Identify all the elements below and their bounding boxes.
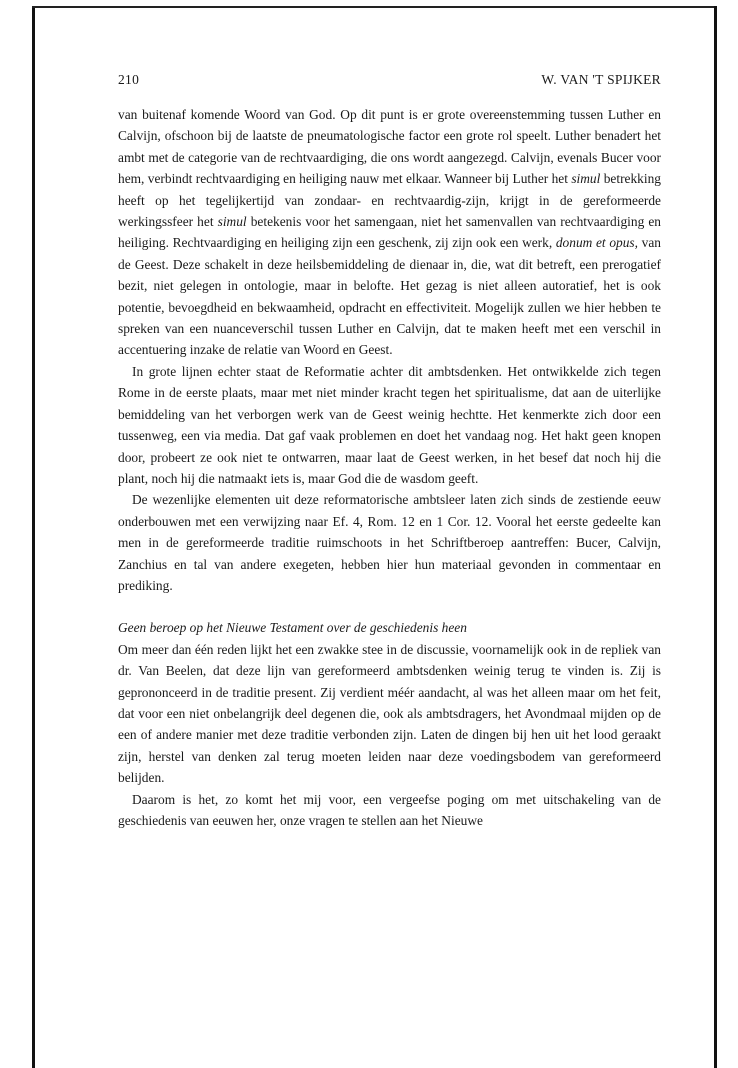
paragraph-3: De wezenlijke elementen uit deze reformatorische ambtsleer laten zich sinds de zestiende eeuw onderbouwen met een verwijzing naar Ef. 4, Rom. 12 en 1 Cor. 12. Vooral het eerste gedeelte kan men in de gereformeerde traditie ruimschoots in het Schriftberoep aantreffen: Bucer, Calvijn, Zanchius en tal van andere exegeten, hebben hier hun materiaal gevonden in commentaar en prediking. xyxy=(118,492,661,593)
paragraph-2: In grote lijnen echter staat de Reformatie achter dit ambtsdenken. Het ontwikkelde zich tegen Rome in de eerste plaats, maar met niet minder kracht tegen het spiritualisme, dat aan de uiterlijke bemiddeling van het verborgen werk van de Geest weinig hechtte. Het kenmerkte zich door een tussenweg, een via media. Dat gaf vaak problemen en doet het vandaag nog. Het hakt geen knopen door, probeert ze ook niet te ontwarren, maar laat de Geest werken, in het besef dat noch hij die plant, noch hij die natmaakt iets is, maar God die de wasdom geeft. xyxy=(118,363,661,486)
scan-border-top xyxy=(32,6,717,8)
section-heading: Geen beroep op het Nieuwe Testament over de geschiedenis heen xyxy=(118,620,467,636)
running-title: W. VAN 'T SPIJKER xyxy=(541,72,661,87)
scan-border-left xyxy=(32,6,35,1068)
book-page xyxy=(118,72,661,831)
paragraph-4: Om meer dan één reden lijkt het een zwakke stee in de discussie, voornamelijk ook in de repliek van dr. Van Beelen, dat deze lijn van gereformeerd ambtsdenken weinig terug te vinden is. Zij is geprononceerd in de traditie present. Zij verdient méér aandacht, al was het alleen maar om het feit, dat voor een niet onbelangrijk deel degenen die, ook als ambtsdragers, het Avondmaal mijden op de een of andere manier met deze traditie verbonden zijn. Laten de dingen bij hen uit het lood geraakt zijn, herstel van denken zal terug moeten leiden naar deze voedingsbodem van gereformeerd belijden. xyxy=(118,641,661,786)
page-number: 210 xyxy=(118,72,140,87)
paragraph-1: van buitenaf komende Woord van God. Op dit punt is er grote overeenstemming tussen Luther en Calvijn, ofschoon bij de laatste de pneumatologische factor een grote rol speelt. Luther benadert het ambt met de categorie van de rechtvaardiging, die ons wordt aangezegd. Calvijn, evenals Bucer voor hem, verbindt rechtvaardiging en heiliging nauw met elkaar. Wanneer bij Luther het simul betrekking heeft op het tegelijkertijd van zondaar- en rechtvaardig-zijn, krijgt in de gereformeerde werkingssfeer het simul betekenis voor het samengaan, niet het samenvallen van rechtvaardiging en heiliging. Rechtvaardiging en heiliging zijn een geschenk, zij zijn ook een werk, donum et opus, van de Geest. Deze schakelt in deze heilsbemiddeling de dienaar in, die, wat dit betreft, een prerogatief bezit, niet gelegen in ontologie, maar in belofte. Het gezag is niet alleen autoratief, het is ook potentie, bevoegdheid en bekwaamheid, opdracht en effectiviteit. Mogelijk zullen we hier hebben te spreken van een nuanceverschil tussen Luther en Calvijn, dat te maken heeft met een verschil in accentuering inzake de relatie van Woord en Geest. xyxy=(118,107,661,358)
scan-border-right xyxy=(714,6,717,1068)
paragraph-5: Daarom is het, zo komt het mij voor, een vergeefse poging om met uitschakeling van de geschiedenis van eeuwen her, onze vragen te stellen aan het Nieuwe xyxy=(118,791,661,828)
running-header xyxy=(118,72,661,88)
body-text xyxy=(118,104,661,831)
